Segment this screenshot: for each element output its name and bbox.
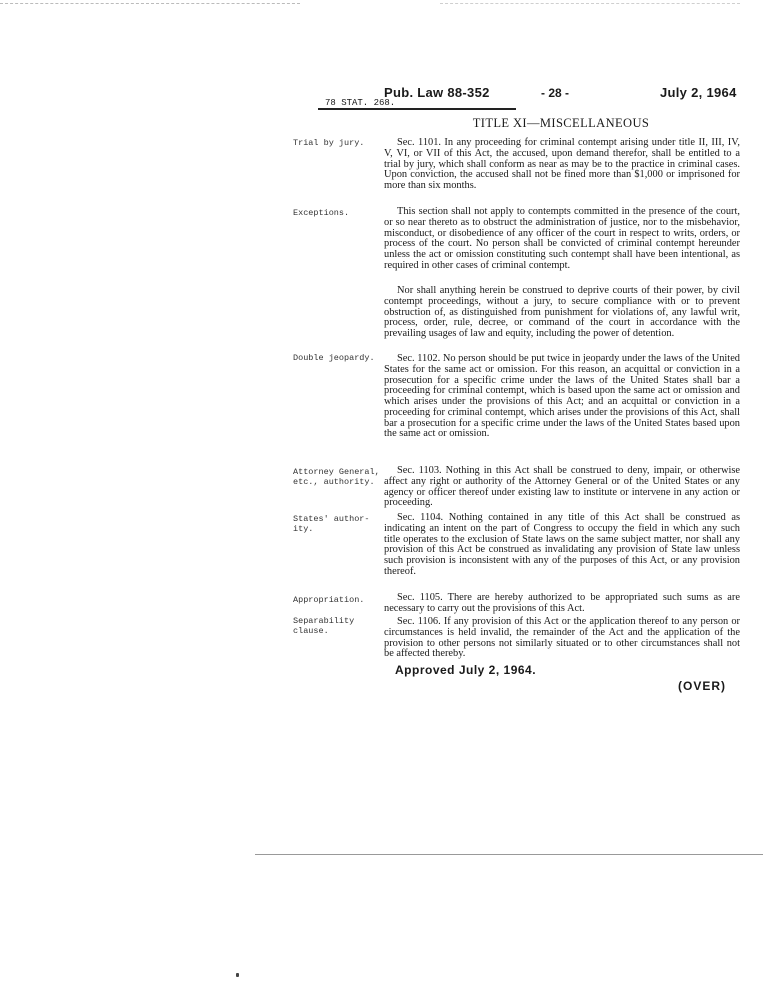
page-number: - 28 - [541, 86, 570, 100]
margin-note-exceptions: Exceptions. [293, 208, 350, 218]
margin-note-double-jeopardy: Double jeopardy. [293, 353, 375, 363]
margin-note-separability: Separability clause. [293, 616, 355, 636]
scan-artifact-bottom [255, 854, 763, 855]
section-1103-text: Sec. 1103. Nothing in this Act shall be construed to deny, impair, or otherwise affect any right or authority of the Attorney General or of the United States or any agency or officer thereof under existing law to institute or intervene in any action or proceeding. [384, 465, 740, 509]
scan-artifact-top-right [440, 3, 740, 4]
margin-note-attorney-general: Attorney General, etc., authority. [293, 467, 380, 487]
section-1106-text: Sec. 1106. If any provision of this Act or the application thereof to any person or circumstances is held invalid, the remainder of the Act and the application of the provision to other persons not similarly situated or to other circumstances shall not be affected thereby. [384, 616, 740, 660]
scan-artifact-dot [236, 973, 239, 977]
margin-note-states-authority: States' author- ity. [293, 514, 370, 534]
scan-artifact-top-left [0, 3, 300, 4]
exceptions-paragraph-2: Nor shall anything herein be construed to deprive courts of their power, by civil contempt proceedings, without a jury, to secure compliance with or to prevent obstruction of, as distinguished from punishment for violations of, any lawful writ, process, order, rule, decree, or command of the court in accordance with the prevailing usages of law and equity, including the power of detention. [384, 285, 740, 339]
approval-line: Approved July 2, 1964. [395, 663, 537, 677]
margin-note-trial-by-jury: Trial by jury. [293, 138, 365, 148]
exceptions-paragraph-1: This section shall not apply to contempts committed in the presence of the court, or so near thereto as to obstruct the administration of justice, nor to the misbehavior, misconduct, or disobedience of any officer of the court in respect to writs, orders, or process of the court. No person shall be convicted of criminal contempt hereunder unless the act or omission constituting such contempt shall have been intentional, as required in other cases of criminal contempt. [384, 206, 740, 271]
section-1104-text: Sec. 1104. Nothing contained in any title of this Act shall be construed as indicating an intent on the part of Congress to occupy the field in which any such title operates to the exclusion of State laws on the same subject matter, nor shall any provision of this Act be construed as invalidating any provision of State law unless such provision is inconsistent with any of the purposes of this Act, or any provision thereof. [384, 512, 740, 577]
section-1102-text: Sec. 1102. No person should be put twice in jeopardy under the laws of the United States for the same act or omission. For this reason, an acquittal or conviction in a prosecution for a specific crime under the laws of the United States shall bar a proceeding for criminal contempt, which is based upon the same act or omission and which arises under the provisions of this Act; and an acquittal or conviction in a proceeding for criminal contempt, which arises under the provisions of this Act, shall bar a prosecution for a specific crime under the laws of the United States based upon the same act or omission. [384, 353, 740, 440]
law-date: July 2, 1964 [660, 85, 737, 100]
header-rule [318, 108, 516, 110]
public-law-number: Pub. Law 88-352 [384, 85, 490, 100]
margin-note-appropriation: Appropriation. [293, 595, 365, 605]
statute-reference: 78 STAT. 268. [325, 98, 396, 108]
over-marker: (OVER) [678, 679, 726, 693]
section-1101-text: Sec. 1101. In any proceeding for criminal contempt arising under title II, III, IV, V, VI, or VII of this Act, the accused, upon demand therefor, shall be entitled to a trial by jury, which shall conform as near as may be to the practice in criminal cases. Upon conviction, the accused shall not be fined more than $1,000 or imprisoned for more than six months. [384, 137, 740, 191]
section-1105-text: Sec. 1105. There are hereby authorized to be appropriated such sums as are necessary to carry out the provisions of this Act. [384, 592, 740, 614]
title-heading: TITLE XI—MISCELLANEOUS [472, 116, 650, 130]
